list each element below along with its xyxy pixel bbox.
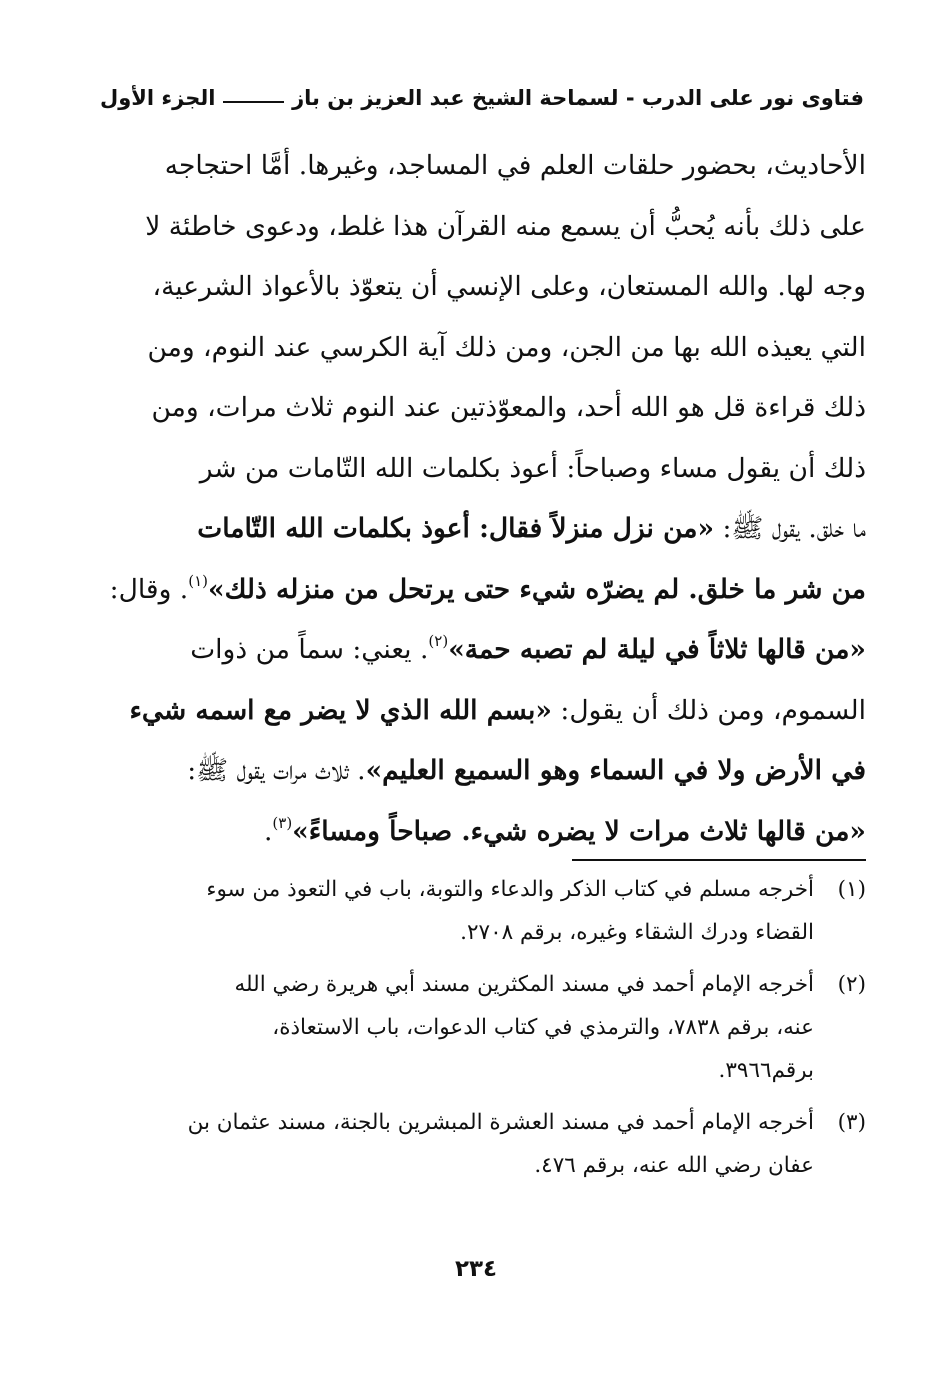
hadith-quote: في الأرض ولا في السماء وهو السميع العليم» <box>365 755 866 786</box>
text-line <box>98 741 866 802</box>
footnote-number: (٢) <box>837 972 866 997</box>
text-line <box>98 560 866 621</box>
text-run: . يعني: سماً من ذوات <box>190 634 429 665</box>
hadith-quote: «من قالها ثلاث مرات لا يضره شيء. صباحاً ومساءً» <box>292 815 866 847</box>
footnote-line: القضاء ودرك الشقاء وغيره، برقم ٢٧٠٨. <box>460 920 814 945</box>
text-run: . وقال: <box>109 573 189 605</box>
header-title: فتاوى نور على الدرب - لسماحة الشيخ عبد العزيز بن باز <box>292 86 864 110</box>
text-line <box>98 197 866 258</box>
page-number: ٢٣٤ <box>454 1256 498 1282</box>
main-text <box>98 136 866 862</box>
footnote-ref: (٣) <box>272 813 293 832</box>
hadith-quote: «بسم الله الذي لا يضر مع اسمه شيء <box>129 694 552 726</box>
running-header <box>100 78 864 118</box>
hadith-quote: «من نزل منزلاً فقال: أعوذ بكلمات الله التّامات <box>197 513 715 544</box>
footnote-line: عنه، برقم ٧٨٣٨، والترمذي في كتاب الدعوات، باب الاستعاذة، <box>272 1015 814 1040</box>
text-line <box>98 257 866 318</box>
hadith-quote: «من قالها ثلاثاً في ليلة لم تصبه حمة» <box>448 634 866 665</box>
footnote-separator <box>572 859 866 861</box>
text-line <box>98 620 866 681</box>
text-line <box>98 499 866 560</box>
text-run: ما خلق. يقول ﷺ: <box>714 513 866 544</box>
footnote-text <box>98 1101 866 1187</box>
footnote-line: أخرجه مسلم في كتاب الذكر والدعاء والتوبة، باب في التعوذ من سوء <box>206 877 814 902</box>
footnote-number: (٣) <box>837 1110 866 1135</box>
footnote-text <box>98 868 866 954</box>
text-run: السموم، ومن ذلك أن يقول: <box>551 694 866 726</box>
text-line <box>98 136 866 197</box>
header-volume: الجزء الأول <box>100 86 216 110</box>
text-line <box>98 802 866 863</box>
text-line <box>98 318 866 379</box>
footnote-line: أخرجه الإمام أحمد في مسند المكثرين مسند أبي هريرة رضي الله <box>234 972 814 997</box>
header-dash-rule <box>223 101 284 103</box>
hadith-quote: من شر ما خلق. لم يضرّه شيء حتى يرتحل من منزله ذلك» <box>208 573 866 605</box>
text-line <box>98 681 866 742</box>
text-line <box>98 439 866 500</box>
text-run: . ثلاث مرات يقول ﷺ: <box>187 755 366 786</box>
footnote <box>98 868 866 954</box>
text-line <box>98 378 866 439</box>
footnote-ref: (٢) <box>428 632 449 650</box>
text-run: التي يعيذه الله بها من الجن، ومن ذلك آية الكرسي عند النوم، ومن <box>147 331 866 363</box>
text-run: وجه لها. والله المستعان، وعلى الإنسي أن يتعوّذ بالأعواذ الشرعية، <box>152 271 866 302</box>
text-run: ذلك قراءة قل هو الله أحد، والمعوّذتين عند النوم ثلاث مرات، ومن <box>151 392 866 423</box>
footnote-ref: (١) <box>188 571 208 590</box>
footnotes <box>98 868 866 1196</box>
text-run: ذلك أن يقول مساء وصباحاً: أعوذ بكلمات الله التّامات من شر <box>199 452 866 484</box>
text-run: الأحاديث، بحضور حلقات العلم في المساجد، وغيرها. أمَّا احتجاجه <box>164 150 866 181</box>
text-run: على ذلك بأنه يُحبُّ أن يسمع منه القرآن هذا غلط، ودعوى خاطئة لا <box>145 210 866 242</box>
footnote-number: (١) <box>837 877 866 902</box>
footnote <box>98 963 866 1092</box>
footnote-line: أخرجه الإمام أحمد في مسند العشرة المبشرين بالجنة، مسند عثمان بن <box>187 1110 814 1135</box>
footnote <box>98 1101 866 1187</box>
footnote-text <box>98 963 866 1092</box>
text-run: . <box>263 815 273 847</box>
footnote-line: عفان رضي الله عنه، برقم ٤٧٦. <box>534 1153 814 1178</box>
footnote-line: برقم٣٩٦٦. <box>718 1058 814 1083</box>
